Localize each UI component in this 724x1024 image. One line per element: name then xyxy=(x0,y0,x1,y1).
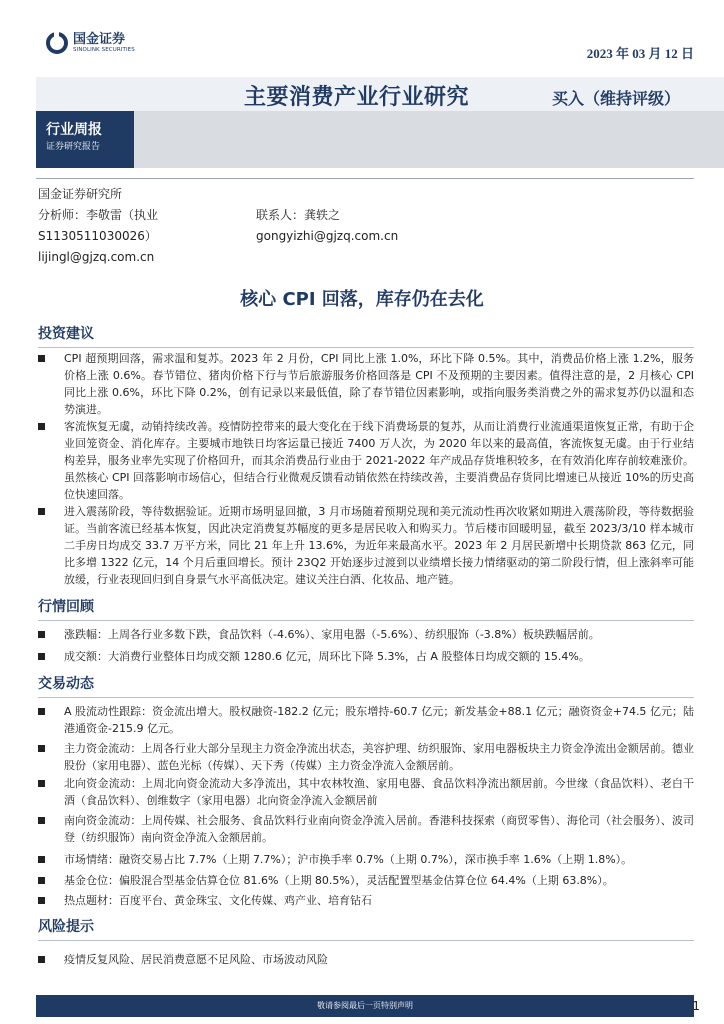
contact-block xyxy=(256,205,398,247)
report-type: 证券研究报告 xyxy=(46,142,101,152)
report-date: 2023 年 03 月 12 日 xyxy=(586,46,694,61)
headline: 核心 CPI 回落，库存仍在去化 xyxy=(240,289,484,310)
logo-mark-icon xyxy=(46,32,68,54)
page-number: 1 xyxy=(692,999,700,1013)
list-item: 进入震荡阶段，等待数据验证。近期市场明显回撤，3 月市场随着预期兑现和美元流动性再次收紧如期进入震荡阶段，等待数据验证。当前客流已经基本恢复，因此决定消费复苏幅度的更多是居民收入和购买力。节后楼市回暖明显，截至 2023/3/10 样本城市二手房日均成交 33.7 万平方米，同比 21 年上升 13.6%，为近年来最高水平。2023 年 2 月居民新增中长期贷款 863 亿元，同比多增 1322 亿元，14 个月后重回增长。预计 23Q2 开始逐步过渡到以业绩增长接力情绪驱动的第二阶段行情，但上涨斜率可能放缓，行业表现回归到自身景气水平高低决定。建议关注白酒、化妆品、地产链。 xyxy=(38,503,694,588)
analyst-block xyxy=(38,184,158,268)
bullet-icon xyxy=(38,817,45,824)
report-header xyxy=(0,0,724,168)
report-series: 行业周报 xyxy=(46,122,102,138)
gray-block xyxy=(134,111,724,168)
bullet-icon xyxy=(38,708,45,715)
section-title-market-review: 行情回顾 xyxy=(38,596,694,621)
analyst-email[interactable]: lijingl@gjzq.com.cn xyxy=(38,250,155,264)
bullet-icon xyxy=(38,877,45,884)
list-item: 热点题材：百度平台、黄金珠宝、文化传媒、鸡产业、培育钻石 xyxy=(38,892,694,909)
bullet-icon xyxy=(38,653,45,660)
list-item: 主力资金流动：上周各行业大部分呈现主力资金净流出状态，美容护理、纺织服饰、家用电器板块主力资金净流出金额居前。德业股份（家用电器）、蓝色光标（传媒）、天下秀（传媒）主力资金净流入金额居前。 xyxy=(38,740,694,774)
bullet-icon xyxy=(38,780,45,787)
brand-name-cn: 国金证券 xyxy=(73,31,126,47)
list-item: A 股流动性跟踪：资金流出增大。股权融资-182.2 亿元；股东增持-60.7 亿元；新发基金+88.1 亿元；融资资金+74.5 亿元；陆港通资金-215.9 亿元。 xyxy=(38,703,694,737)
list-item: 疫情反复风险、居民消费意愿不足风险、市场波动风险 xyxy=(38,951,694,968)
bullet-icon xyxy=(38,355,45,362)
brand-logo xyxy=(46,32,135,54)
section-title-trading: 交易动态 xyxy=(38,673,694,698)
section-title-investment: 投资建议 xyxy=(38,323,694,348)
bullet-icon xyxy=(38,897,45,904)
divider xyxy=(36,178,694,179)
bullet-icon xyxy=(38,745,45,752)
analyst-cert: S1130511030026） xyxy=(38,229,157,243)
section-title-risk: 风险提示 xyxy=(38,916,694,941)
report-title: 主要消费产业行业研究 xyxy=(244,85,470,110)
analyst-name: 分析师：李敬雷（执业 xyxy=(38,208,159,222)
list-item: 成交额：大消费行业整体日均成交额 1280.6 亿元，周环比下降 5.3%，占 A 股整体日均成交额的 15.4%。 xyxy=(38,648,694,665)
list-item: 基金仓位：偏股混合型基金估算仓位 81.6%（上期 80.5%），灵活配置型基金估算仓位 64.4%（上期 63.8%）。 xyxy=(38,872,694,889)
contact-name: 联系人：龚轶之 xyxy=(256,208,341,222)
institute: 国金证券研究所 xyxy=(38,187,123,201)
brand-name-en: SINOLINK SECURITIES xyxy=(73,46,135,53)
footer-disclaimer[interactable]: 敬请参阅最后一页特别声明 xyxy=(36,995,694,1017)
list-item: 北向资金流动：上周北向资金流动大多净流出，其中农林牧渔、家用电器、食品饮料净流出额居前。今世缘（食品饮料）、老白干酒（食品饮料）、创维数字（家用电器）北向资金净流入金额居前 xyxy=(38,775,694,809)
list-item: CPI 超预期回落，需求温和复苏。2023 年 2 月份，CPI 同比上涨 1.0%，环比下降 0.5%。其中，消费品价格上涨 1.2%，服务价格上涨 0.6%。春节错位、猪肉价格下行与节后旅游服务价格回落是 CPI 不及预期的主要因素。值得注意的是，2 月核心 CPI 同比上涨 0.6%，环比下降 0.2%，创有记录以来最低值，除了春节错位因素影响，或指向服务类消费之外的需求复苏仍以温和态势演进。 xyxy=(38,350,694,418)
list-item: 南向资金流动：上周传媒、社会服务、食品饮料行业南向资金净流入居前。香港科技探索（商贸零售）、海伦司（社会服务）、波司登（纺织服饰）南向资金净流入金额居前。 xyxy=(38,812,694,846)
list-item: 市场情绪：融资交易占比 7.7%（上期 7.7%）；沪市换手率 0.7%（上期 0.7%），深市换手率 1.6%（上期 1.8%）。 xyxy=(38,851,694,868)
bullet-icon xyxy=(38,856,45,863)
bullet-icon xyxy=(38,631,45,638)
contact-email[interactable]: gongyizhi@gjzq.com.cn xyxy=(256,229,399,243)
bullet-icon xyxy=(38,508,45,515)
list-item: 涨跌幅：上周各行业多数下跌，食品饮料（-4.6%）、家用电器（-5.6%）、纺织服饰（-3.8%）板块跌幅居前。 xyxy=(38,626,694,643)
list-item: 客流恢复无虞，动销持续改善。疫情防控带来的最大变化在于线下消费场景的复苏，从而让消费行业流通渠道恢复正常，有助于企业回笼资金、消化库存。主要城市地铁日均客运量已接近 7400 万人次，为 2020 年以来的最高值，客流恢复无虞。由于行业结构差异，服务业率先实现了价格回升，而其余消费品行业由于 2021-2022 年产成品存货堆积较多，在有效消化库存前较难涨价。虽然核心 CPI 回落影响市场信心，但结合行业微观反馈看动销依然在持续改善，主要消费品存货同比增速已从接近 10%的历史高位快速回落。 xyxy=(38,418,694,503)
bullet-icon xyxy=(38,423,45,430)
bullet-icon xyxy=(38,956,45,963)
rating: 买入（维持评级） xyxy=(552,89,681,108)
